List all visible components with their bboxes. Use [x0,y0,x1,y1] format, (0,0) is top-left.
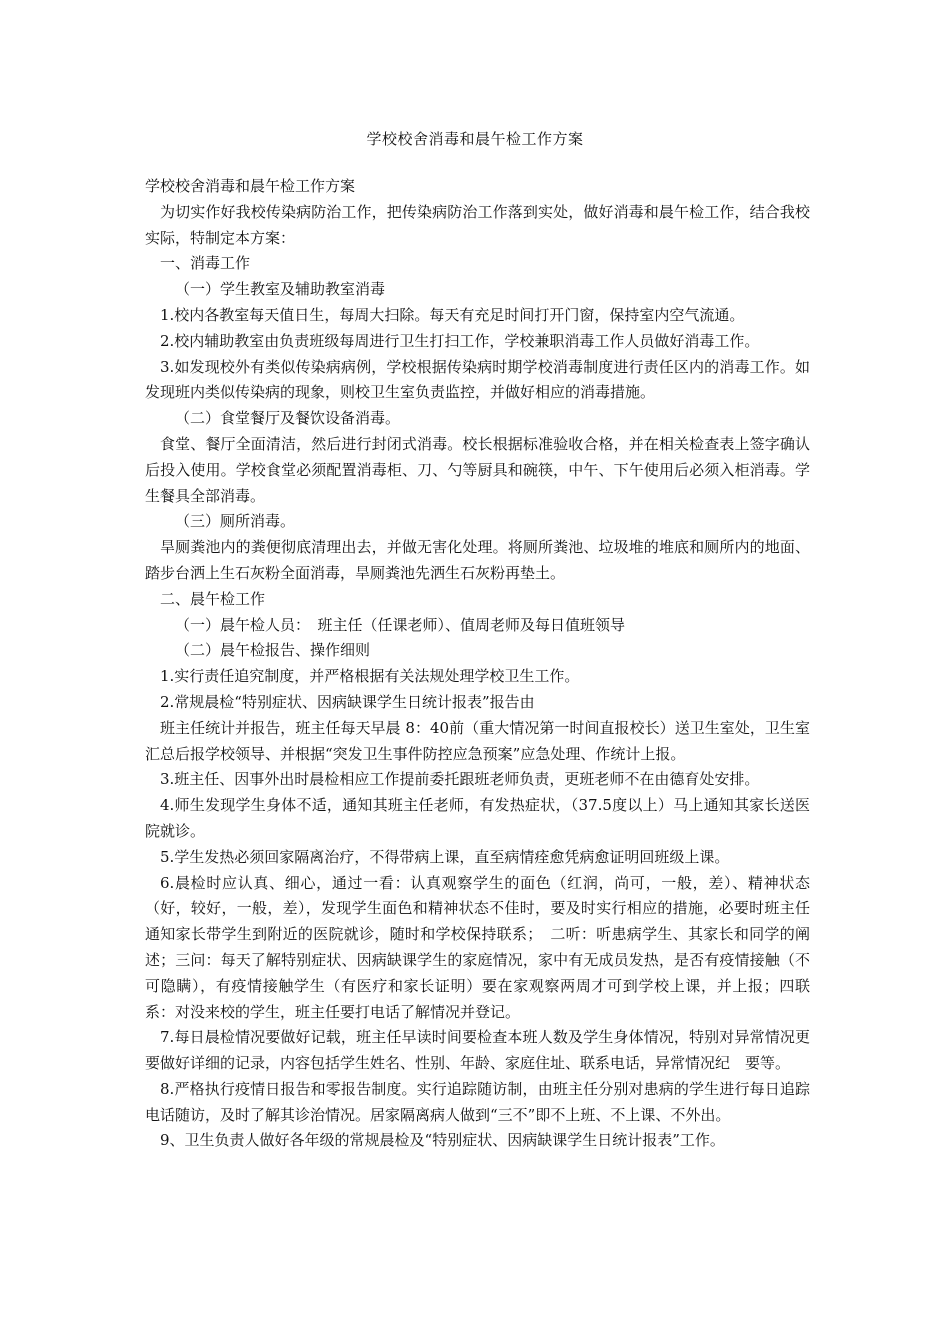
paragraph: 二、晨午检工作 [160,589,266,608]
paragraph: （二）晨午检报告、操作细则 [175,641,371,660]
paragraph: 3.班主任、因事外出时晨检相应工作提前委托跟班老师负责，更班老师不在由德育处安排。 [160,770,760,789]
document-body [145,174,810,1154]
paragraph: （三）厕所消毒。 [175,512,296,531]
paragraph: 2.常规晨检“特别症状、因病缺课学生日统计报表”报告由 [160,692,535,711]
page-title: 学校校舍消毒和晨午检工作方案 [366,130,584,148]
paragraph: 3.如发现校外有类似传染病病例，学校根据传染病时期学校消毒制度进行责任区内的消毒工作。如发现班内类似传染病的现象，则校卫生室负责监控，并做好相应的消毒措施。 [145,357,810,402]
paragraph: 7.每日晨检情况要做好记载，班主任早读时间要检查本班人数及学生身体情况，特别对异常情况更要做好详细的记录，内容包括学生姓名、性别、年龄、家庭住址、联系电话，异常情况纪 要等。 [145,1028,810,1073]
paragraph: 1.校内各教室每天值日生，每周大扫除。每天有充足时间打开门窗，保持室内空气流通。 [160,305,745,324]
paragraph: 9、卫生负责人做好各年级的常规晨检及“特别症状、因病缺课学生日统计报表”工作。 [160,1131,725,1150]
paragraph: 6.晨检时应认真、细心，通过一看：认真观察学生的面色（红润，尚可，一般，差）、精神状态（好，较好，一般，差），发现学生面色和精神状态不佳时，要及时实行相应的措施，必要时班主任通知家长带学生到附近的医院就诊，随时和学校保持联系； 二听：听患病学生、其家长和同学的阐述；三问：每天了解特别症状、因病缺课学生的家庭情况，家中有无成员发热，是否有疫情接触（不可隐瞒），有疫情接触学生（有医疗和家长证明）要在家观察两周才可到学校上课，并上报；四联系：对没来校的学生，班主任要打电话了解情况并登记。 [145,873,810,1021]
paragraph: 1.实行责任追究制度，并严格根据有关法规处理学校卫生工作。 [160,667,580,686]
paragraph: 4.师生发现学生身体不适，通知其班主任老师，有发热症状，（37.5度以上）马上通知其家长送医院就诊。 [145,796,810,840]
paragraph: 5.学生发热必须回家隔离治疗，不得带病上课，直至病情痊愈凭病愈证明回班级上课。 [160,847,730,866]
paragraph: 学校校舍消毒和晨午检工作方案 [145,177,356,195]
paragraph: 2.校内辅助教室由负责班级每周进行卫生打扫工作，学校兼职消毒工作人员做好消毒工作。 [160,331,760,350]
paragraph: （二）食堂餐厅及餐饮设备消毒。 [175,409,401,428]
paragraph: （一）学生教室及辅助教室消毒 [175,280,386,299]
paragraph: 班主任统计并报告，班主任每天早晨 8：40前（重大情况第一时间直报校长）送卫生室处，卫生室汇总后报学校领导、并根据“突发卫生事件防控应急预案”应急处理、作统计上报。 [145,718,810,763]
paragraph: 旱厕粪池内的粪便彻底清理出去，并做无害化处理。将厕所粪池、垃圾堆的堆底和厕所内的地面、踏步台洒上生石灰粉全面消毒，旱厕粪池先洒生石灰粉再垫土。 [145,538,810,582]
paragraph: 8.严格执行疫情日报告和零报告制度。实行追踪随访制，由班主任分别对患病的学生进行每日追踪电话随访，及时了解其诊治情况。居家隔离病人做到“三不”即不上班、不上课、不外出。 [145,1079,810,1124]
paragraph: （一）晨午检人员： 班主任（任课老师）、值周老师及每日值班领导 [175,615,626,634]
paragraph: 食堂、餐厅全面清洁，然后进行封闭式消毒。校长根据标准验收合格，并在相关检查表上签字确认后投入使用。学校食堂必须配置消毒柜、刀、勺等厨具和碗筷，中午、下午使用后必须入柜消毒。学生餐具全部消毒。 [145,434,810,505]
paragraph: 为切实作好我校传染病防治工作，把传染病防治工作落到实处，做好消毒和晨午检工作，结合我校实际，特制定本方案： [145,202,810,247]
paragraph: 一、消毒工作 [160,254,251,273]
